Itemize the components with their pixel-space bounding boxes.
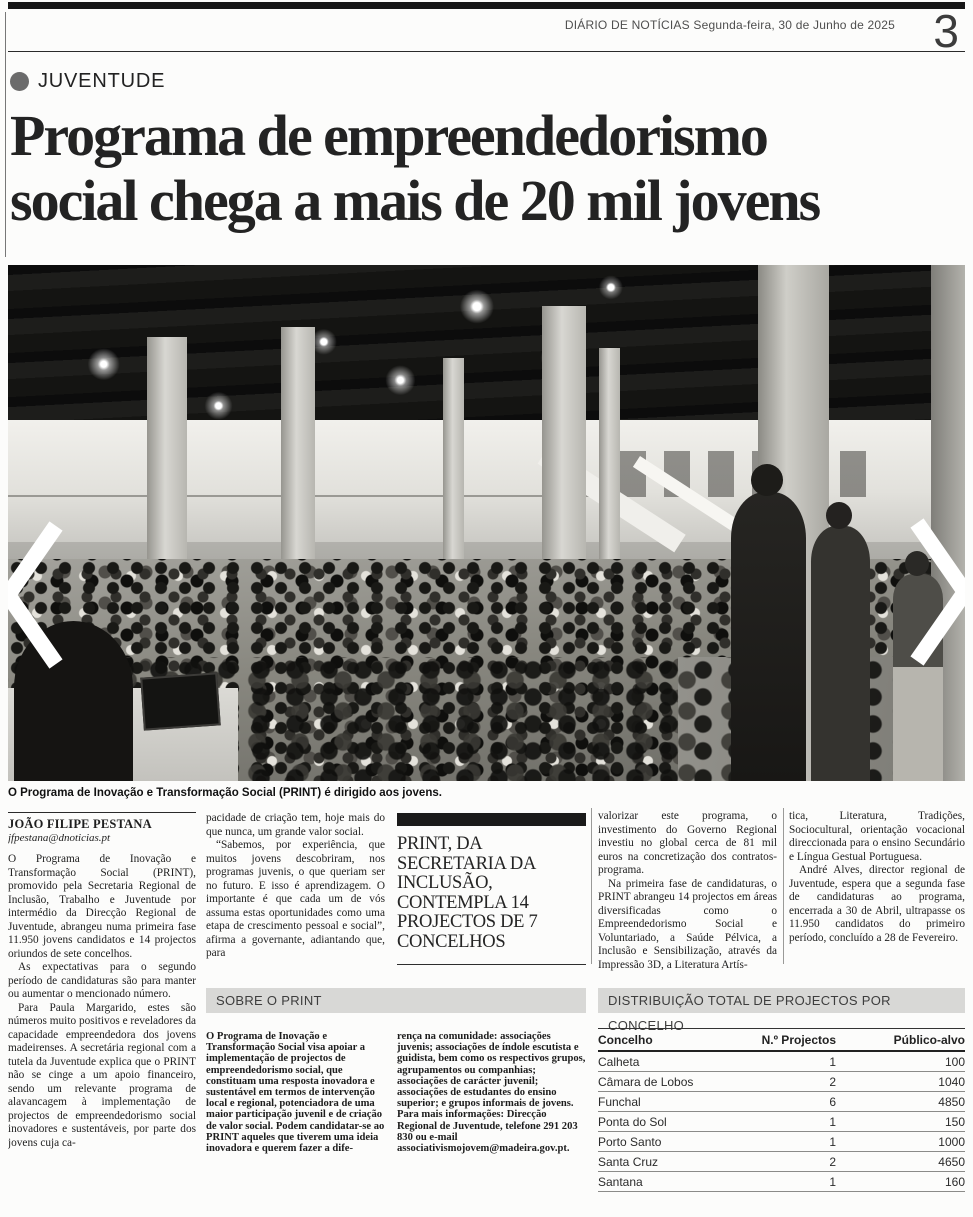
byline-email[interactable]: jfpestana@dnoticias.pt [8,832,111,844]
section-kicker [10,70,165,93]
header-rule [8,51,965,52]
article-column-1 [8,812,196,1210]
body-paragraph: Na primeira fase de candidaturas, o PRINT abrangeu 14 projectos em áreas diversificadas como o Empreendedorismo Social e Voluntariado, a Saúde Pélvica, a Inclusão e Sensibilização, através da Impressão 3D, a Literatura Artís- [598,877,777,971]
page-edge-line [5,12,6,257]
section-label: JUVENTUDE [38,70,166,92]
body-paragraph: O Programa de Inovação e Transformação Social (PRINT), promovido pela Secretaria Regional de Inclusão, Trabalho e Juventude por intermédio da Direcção Regional de Juventude, abrangeu numa primeira fase 11.950 jovens candidatos e 14 projectos oriundos de sete concelhos. [8,853,196,960]
prev-arrow-icon[interactable] [8,520,64,670]
col-header-projectos: N.º Projectos [710,1029,836,1052]
page-number: 3 [933,5,959,57]
pull-quote-block [397,813,586,965]
distribution-section-header: DISTRIBUIÇÃO TOTAL DE PROJECTOS POR CONCELHO [598,988,965,1013]
body-paragraph: valorizar este programa, o investimento do Governo Regional investiu no global cerca de 81 mil euros na concretização dos contratos-programa. [598,810,777,876]
photo-speaker-body [731,492,806,781]
article-column-2 [206,812,385,980]
sobre-contact: Para mais informações: Direcção Regional de Juventude, telefone 291 203 830 ou e-mail associativismojovem@madeira.gov.pt. [397,1109,578,1155]
photo-speaker2-body [811,526,870,781]
sobre-paragraph: O Programa de Inovação e Transformação Social visa apoiar a implementação de projectos de empreendedorismo social, que constituam uma resposta inovadora e sustentável em termos de intervenção local e regional, potenciadora de uma maior participação juvenil e de criação de valor social. Podem candidatar-se ao PRINT aqueles que tiverem uma ideia inovadora e querem fazer a dife- [206,1031,385,1155]
body-paragraph: As expectativas para o segundo período de candidaturas são para manter ou aumentar o mencionado número. [8,961,196,1000]
article-headline [10,104,960,234]
body-paragraph: tica, Literatura, Tradições, Sociocultural, orientação vocacional direccionada para o ensino Secundário e Língua Gestual Portuguesa. [789,810,965,863]
article-photo [8,265,965,781]
byline-author: JOÃO FILIPE PESTANA [8,817,152,831]
masthead-dateline: DIÁRIO DE NOTÍCIAS Segunda-feira, 30 de Junho de 2025 [564,18,895,32]
top-black-bar [8,2,965,9]
distribution-table [598,1028,965,1192]
kicker-bullet-icon [10,72,29,91]
table-row: Funchal 6 4850 [598,1092,965,1112]
pull-quote-top-bar [397,813,586,826]
sobre-section-header: SOBRE O PRINT [206,988,586,1013]
next-arrow-icon[interactable] [909,517,965,667]
body-paragraph: pacidade de criação tem, hoje mais do que nunca, um grande valor social. [206,812,385,838]
column-rule [591,808,592,964]
photo-speaker-head [751,464,784,496]
table-row: Porto Santo 1 1000 [598,1132,965,1152]
photo-laptop [140,673,220,731]
pull-quote-rule [397,964,586,965]
body-paragraph: Para Paula Margarido, estes são números muito positivos e reveladores da capacidade empreendedora dos jovens madeirenses. A secretária regional com a tutela da Juventude explica que o PRINT não se cinge a um apoio financeiro, sendo um relevante programa de alavancagem à implementação de projectos de empreendedorismo social inovadores e sustentáveis, por parte dos jovens cuja ca- [8,1001,196,1149]
body-paragraph: “Sabemos, por experiência, que muitos jovens descobriram, nos programas juvenis, o que queriam ser no futuro. E isso é aprendizagem. O importante é que cada um de vós assuma estas oportunidades como uma etapa de crescimento pessoal e social”, afirma a governante, adiantando que, para [206,839,385,959]
byline-rule [8,812,196,813]
sobre-paragraph: rença na comunidade: associações juvenis; associações de índole escutista e guidista, bem como os respectivos grupos, agrupamentos ou companhias; associações de carácter juvenil; associações de estudantes do ensino superior; e grupos informais de jovens. [397,1031,586,1110]
sobre-column-1 [206,1031,386,1211]
table-row: Santana 1 160 [598,1172,965,1192]
table-row: Calheta 1 100 [598,1051,965,1072]
sobre-column-2 [397,1031,586,1211]
column-rule [783,808,784,964]
pull-quote-text: PRINT, DA SECRETARIA DA INCLUSÃO, CONTEMPLA 14 PROJECTOS DE 7 CONCELHOS [397,834,538,952]
headline-line1: Programa de empreendedorismo [10,103,767,168]
table-row: Santa Cruz 2 4650 [598,1152,965,1172]
col-header-concelho: Concelho [598,1029,710,1052]
table-header-row [598,1029,965,1052]
article-column-4 [598,810,777,982]
body-paragraph: André Alves, director regional de Juventude, espera que a segunda fase de candidaturas ao programa, encerrada a 30 de Abril, ultrapasse os 11.950 candidatos do primeiro período, concluído a 28 de Fevereiro. [789,864,965,944]
table-row: Ponta do Sol 1 150 [598,1112,965,1132]
headline-line2: social chega a mais de 20 mil jovens [10,167,820,233]
table-row: Câmara de Lobos 2 1040 [598,1072,965,1092]
article-column-5 [789,810,965,982]
col-header-publico: Público-alvo [836,1029,965,1052]
photo-caption: O Programa de Inovação e Transformação Social (PRINT) é dirigido aos jovens. [8,787,442,799]
